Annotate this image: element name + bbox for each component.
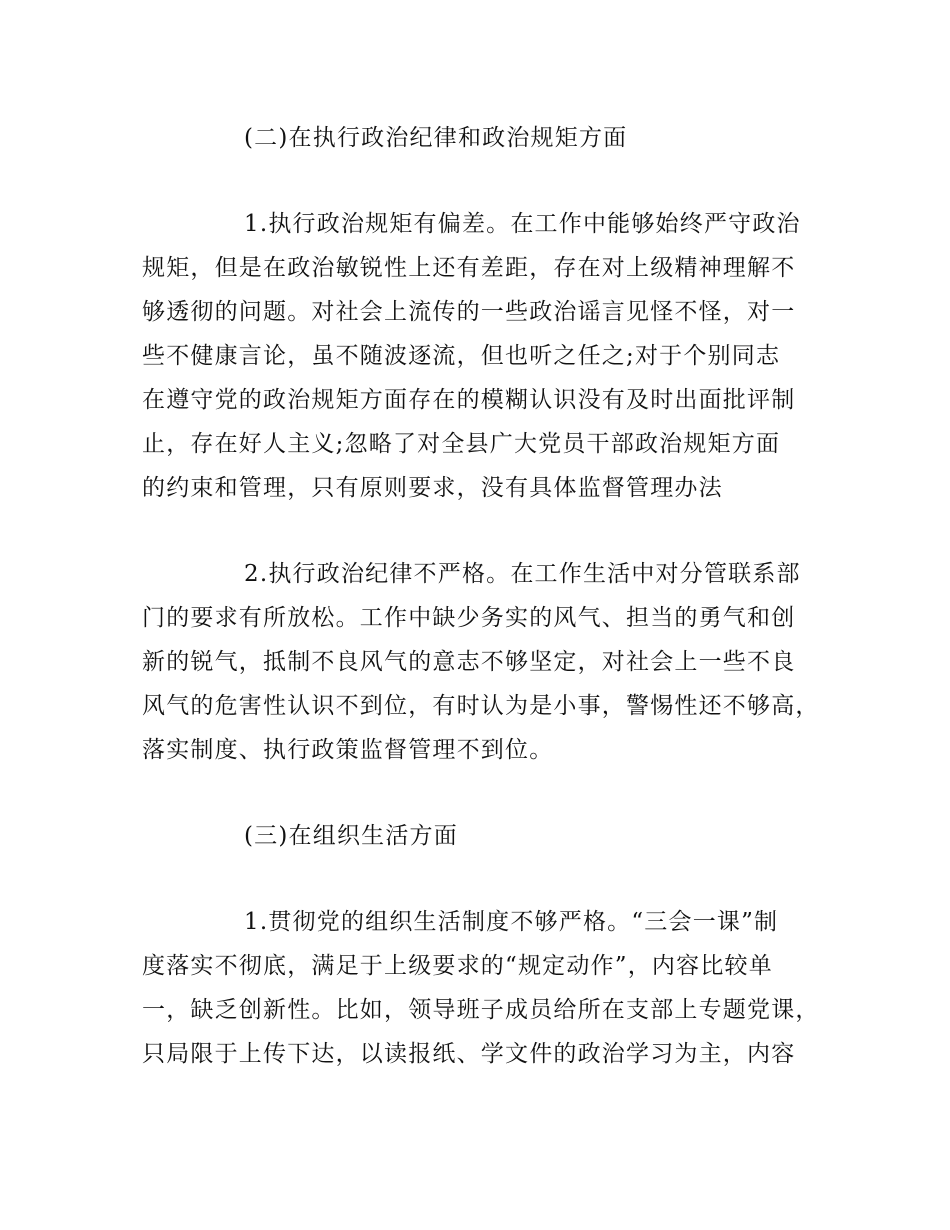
paragraph-line: 一，缺乏创新性。比如，领导班子成员给所在支部上专题党课， — [142, 997, 820, 1023]
paragraph-line: 规矩，但是在政治敏锐性上还有差距，存在对上级精神理解不 — [142, 255, 796, 281]
paragraph-line: 在遵守党的政治规矩方面存在的模糊认识没有及时出面批评制 — [142, 387, 796, 413]
section-heading-organizational-life: (三)在组织生活方面 — [244, 823, 458, 849]
paragraph-line: 度落实不彻底，满足于上级要求的“规定动作”，内容比较单 — [142, 953, 773, 979]
paragraph-line: 只局限于上传下达，以读报纸、学文件的政治学习为主，内容 — [142, 1041, 796, 1067]
paragraph-line: 1.执行政治规矩有偏差。在工作中能够始终严守政治 — [244, 211, 801, 237]
paragraph-line: 的约束和管理，只有原则要求，没有具体监督管理办法 — [142, 475, 723, 501]
paragraph-line: 新的锐气，抵制不良风气的意志不够坚定，对社会上一些不良 — [142, 649, 796, 675]
paragraph-line: 1.贯彻党的组织生活制度不够严格。“三会一课”制 — [244, 909, 779, 935]
section-heading-political-discipline: (二)在执行政治纪律和政治规矩方面 — [244, 125, 628, 151]
paragraph-line: 落实制度、执行政策监督管理不到位。 — [142, 737, 554, 763]
paragraph-line: 风气的危害性认识不到位，有时认为是小事，警惕性还不够高， — [142, 693, 820, 719]
paragraph-line: 够透彻的问题。对社会上流传的一些政治谣言见怪不怪，对一 — [142, 299, 796, 325]
paragraph-line: 些不健康言论，虽不随波逐流，但也听之任之;对于个别同志 — [142, 343, 781, 369]
paragraph-line: 门的要求有所放松。工作中缺少务实的风气、担当的勇气和创 — [142, 605, 796, 631]
paragraph-line: 2.执行政治纪律不严格。在工作生活中对分管联系部 — [244, 561, 801, 587]
paragraph-line: 止，存在好人主义;忽略了对全县广大党员干部政治规矩方面 — [142, 431, 781, 457]
